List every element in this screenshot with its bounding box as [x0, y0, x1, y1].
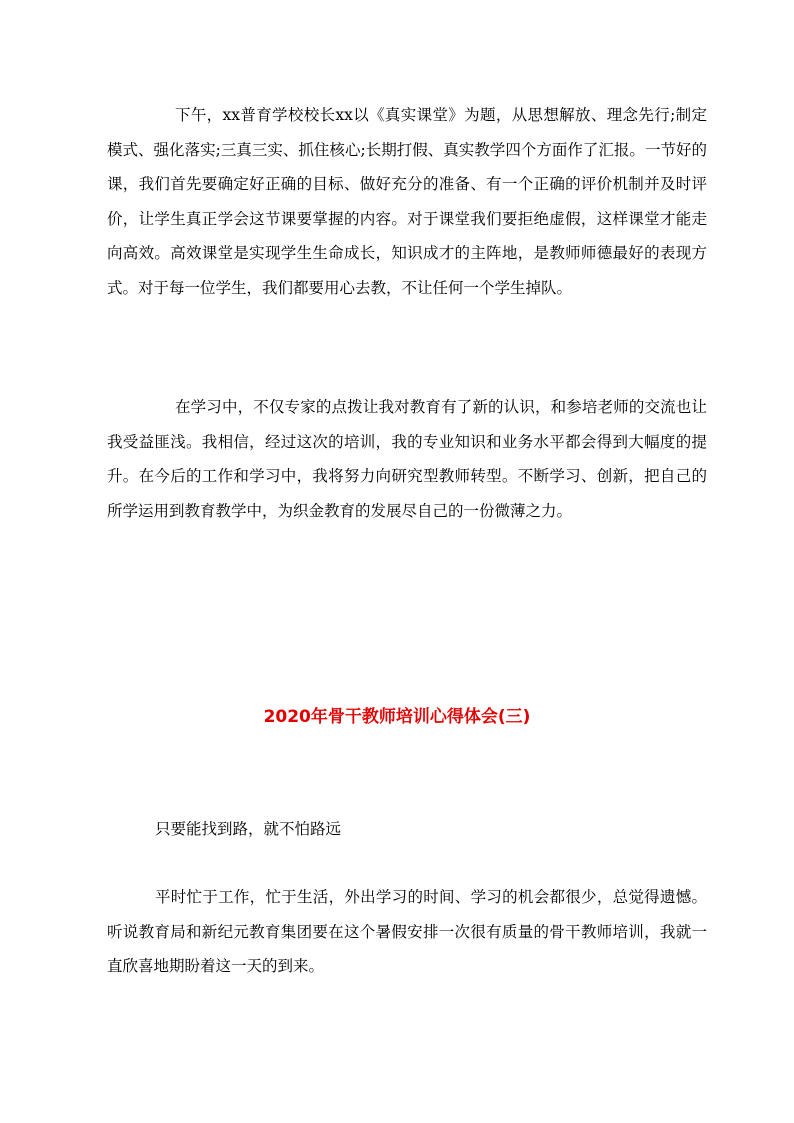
paragraph-opening: 平时忙于工作，忙于生活，外出学习的时间、学习的机会都很少，总觉得遗憾。听说教育局和新纪元教育集团要在这个暑假安排一次很有质量的骨干教师培训，我就一直欣喜地期盼着这一天的到来。: [107, 888, 707, 975]
paragraph-learning-reflection: 在学习中，不仅专家的点拨让我对教育有了新的认识，和参培老师的交流也让我受益匪浅。我相信，经过这次的培训，我的专业知识和业务水平都会得到大幅度的提升。在今后的工作和学习中，我将努力向研究型教师转型。不断学习、创新，把自己的所学运用到教育教学中，为织金教育的发展尽自己的一份微薄之力。: [107, 398, 707, 520]
paragraph-real-classroom: 下午，xx普育学校校长xx以《真实课堂》为题，从思想解放、理念先行;制定模式、强化落实;三真三实、抓住核心;长期打假、真实教学四个方面作了汇报。一节好的课，我们首先要确定好正确的目标、做好充分的准备、有一个正确的评价机制并及时评价，让学生真正学会这节课要掌握的内容。对于课堂我们要拒绝虚假，这样课堂才能走向高效。高效课堂是实现学生生命成长，知识成才的主阵地，是教师师德最好的表现方式。对于每一位学生，我们都要用心去教，不让任何一个学生掉队。: [107, 106, 707, 297]
section-subtitle: 只要能找到路，就不怕路远: [155, 820, 342, 838]
section-title: 2020年骨干教师培训心得体会(三): [263, 707, 531, 727]
